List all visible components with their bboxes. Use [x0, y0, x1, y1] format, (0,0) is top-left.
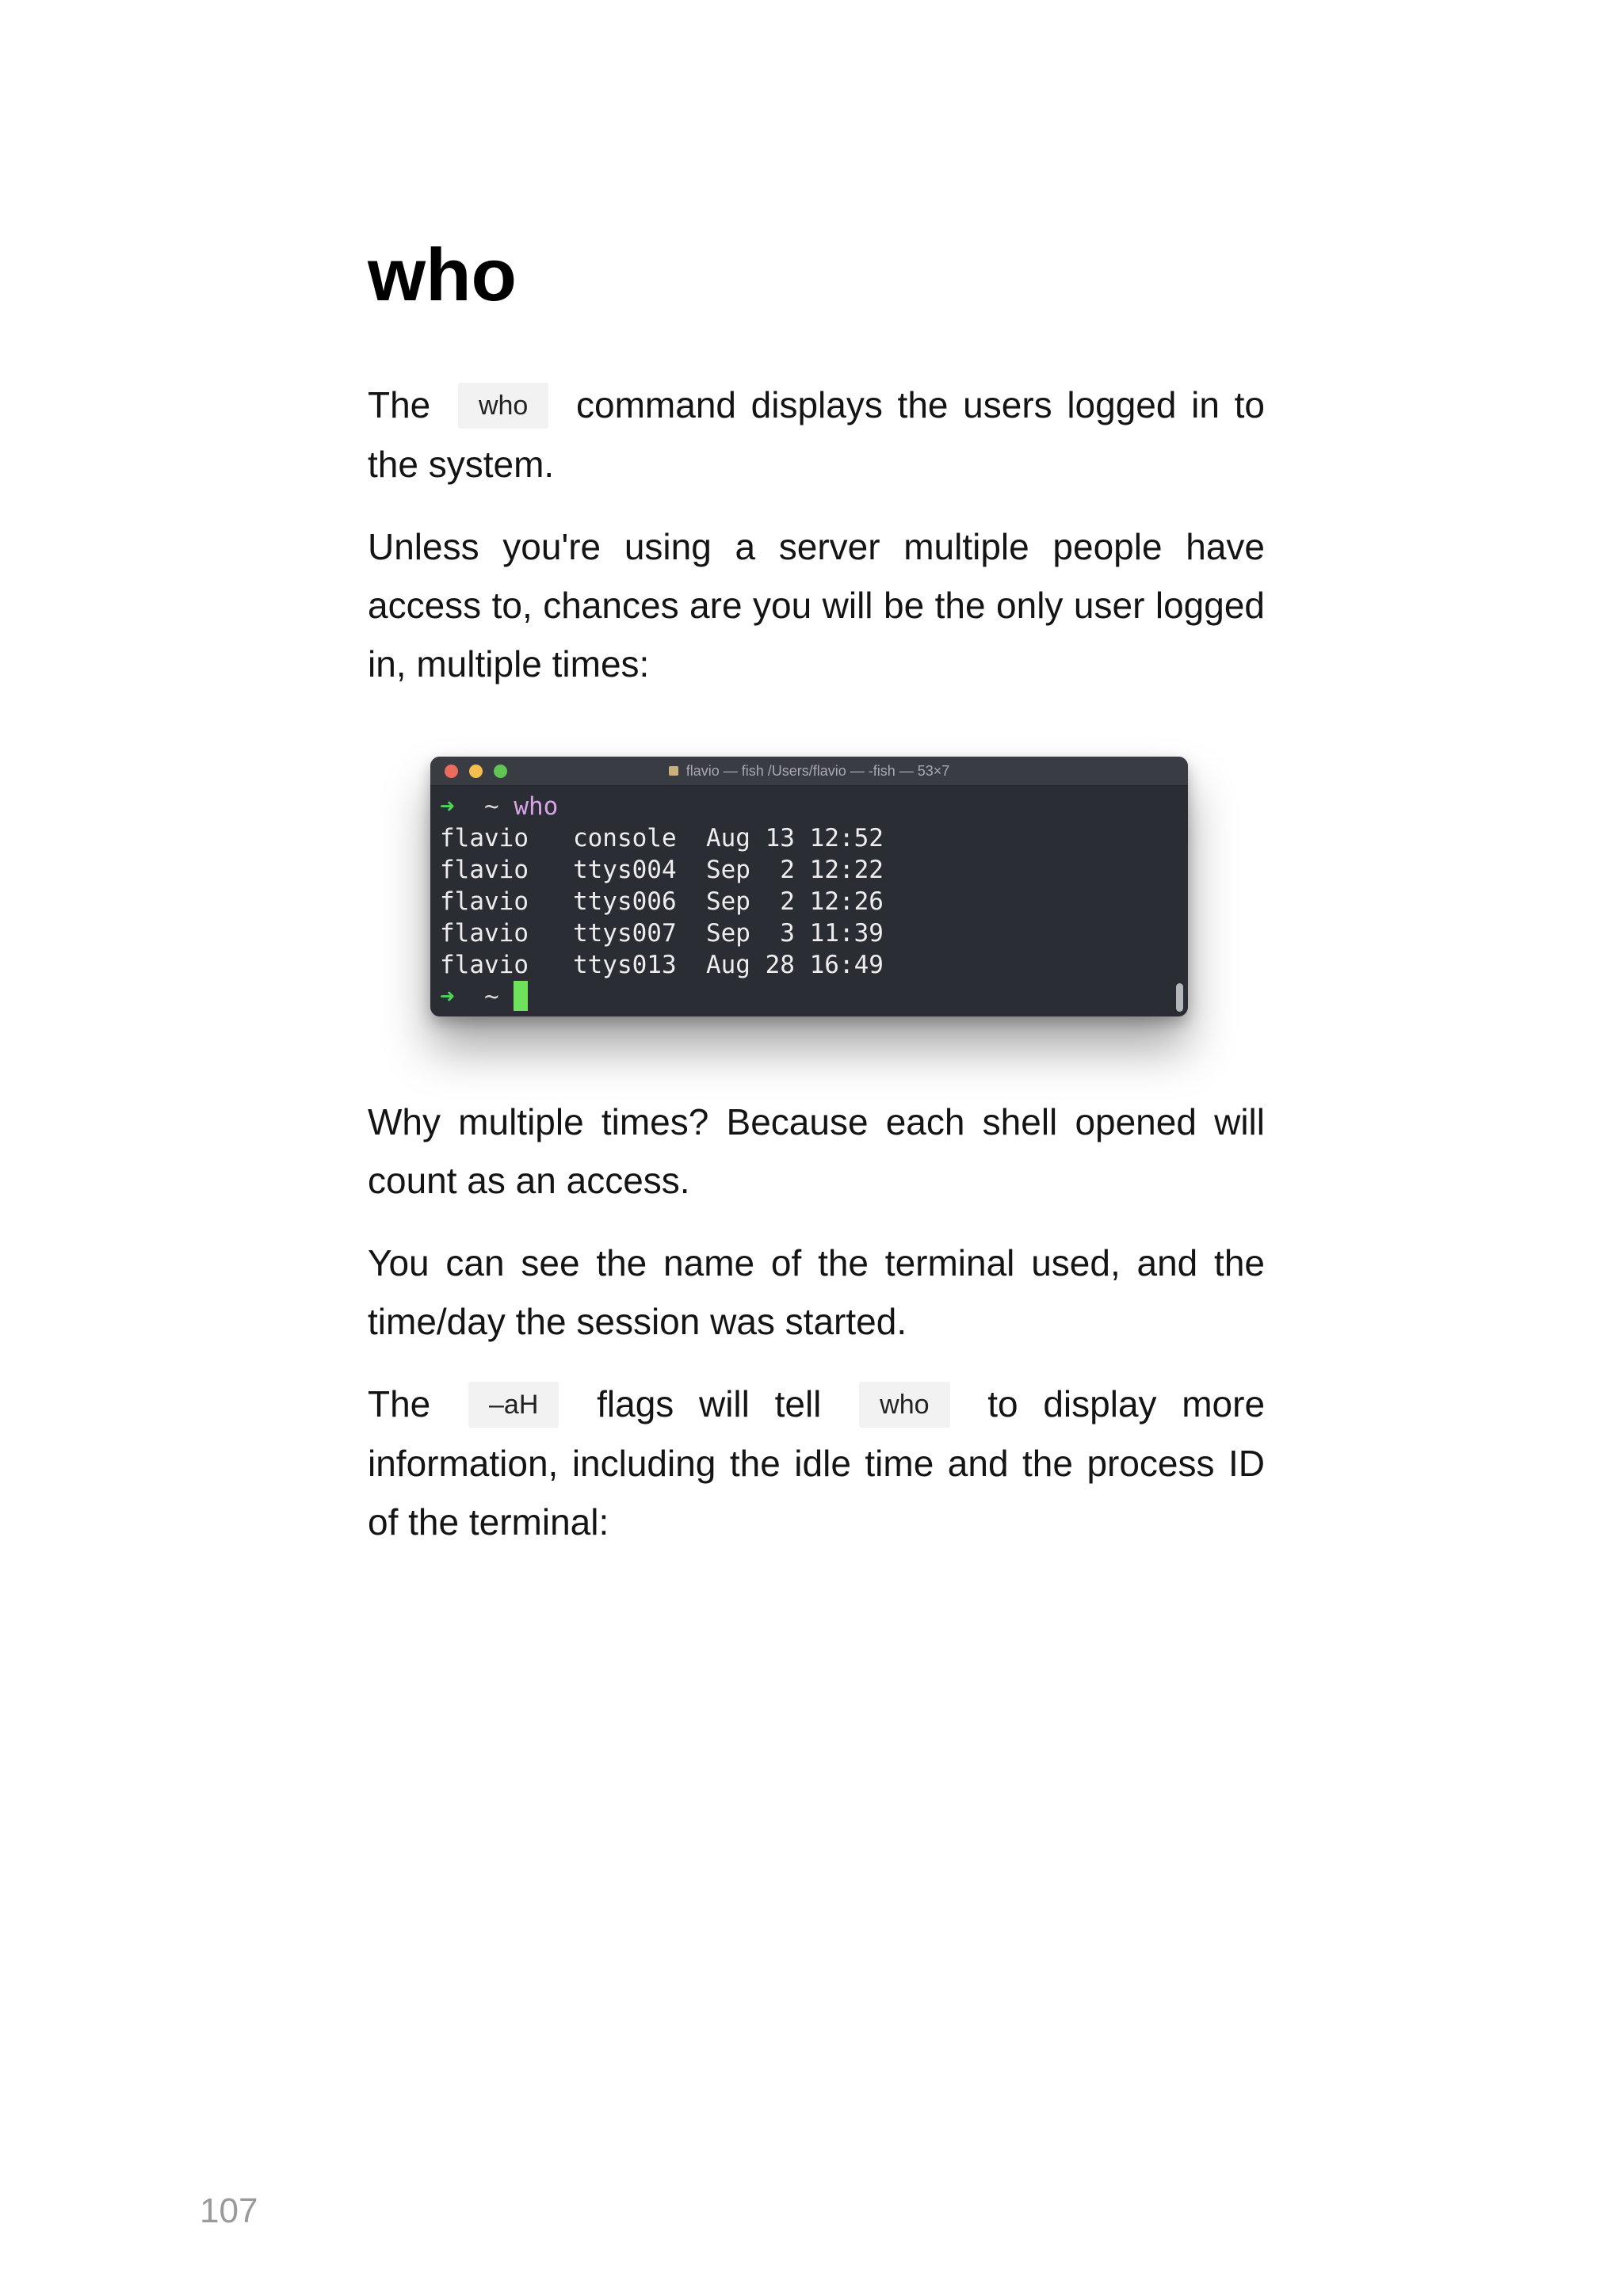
page-content — [368, 233, 1266, 1575]
terminal-rows — [440, 824, 884, 979]
terminal-output — [430, 786, 1188, 1013]
paragraph-intro — [368, 376, 1265, 494]
terminal-titlebar — [430, 757, 1188, 786]
prompt-directory: ~ — [484, 982, 499, 1011]
inline-code-flags: –aH — [468, 1382, 559, 1428]
terminal-cursor — [514, 981, 528, 1011]
text-segment: flags will tell — [597, 1383, 822, 1425]
page-title: who — [368, 233, 517, 316]
paragraph-terminal-name: You can see the name of the terminal used, and the time/day the session was started. — [368, 1242, 1265, 1342]
terminal-scrollbar[interactable] — [1176, 983, 1183, 1012]
page-number: 107 — [200, 2191, 258, 2230]
text-segment: The — [368, 384, 431, 425]
paragraph-unless: Unless you're using a server multiple people have access to, chances are you will be the only user logged in, multiple times: — [368, 526, 1265, 685]
prompt-directory: ~ — [484, 792, 499, 821]
terminal-row: flavio ttys006 Sep 2 12:26 — [440, 887, 884, 916]
text-segment: to display more information, including the idle time and the process ID of the terminal: — [368, 1383, 1266, 1543]
terminal-row: flavio ttys013 Aug 28 16:49 — [440, 951, 884, 979]
terminal-row: flavio console Aug 13 12:52 — [440, 824, 884, 852]
inline-code-who: who — [458, 383, 548, 429]
paragraph-why: Why multiple times? Because each shell opened will count as an access. — [368, 1101, 1265, 1201]
inline-code-who: who — [859, 1382, 949, 1428]
prompt-arrow-icon: ➜ — [440, 982, 455, 1011]
terminal-row: flavio ttys007 Sep 3 11:39 — [440, 919, 884, 948]
text-segment: The — [368, 1383, 431, 1425]
home-folder-icon — [669, 766, 678, 776]
terminal-figure — [368, 757, 1265, 1016]
text-segment: command displays the users logged in to the system. — [368, 384, 1265, 485]
terminal-title — [430, 757, 1188, 785]
terminal-title-text: flavio — fish /Users/flavio — -fish — 53×7 — [685, 762, 950, 779]
terminal-row: flavio ttys004 Sep 2 12:22 — [440, 856, 884, 884]
prompt-command: who — [514, 792, 559, 821]
paragraph-flags — [368, 1375, 1265, 1551]
prompt-arrow-icon: ➜ — [440, 792, 455, 821]
terminal-window — [430, 757, 1188, 1016]
